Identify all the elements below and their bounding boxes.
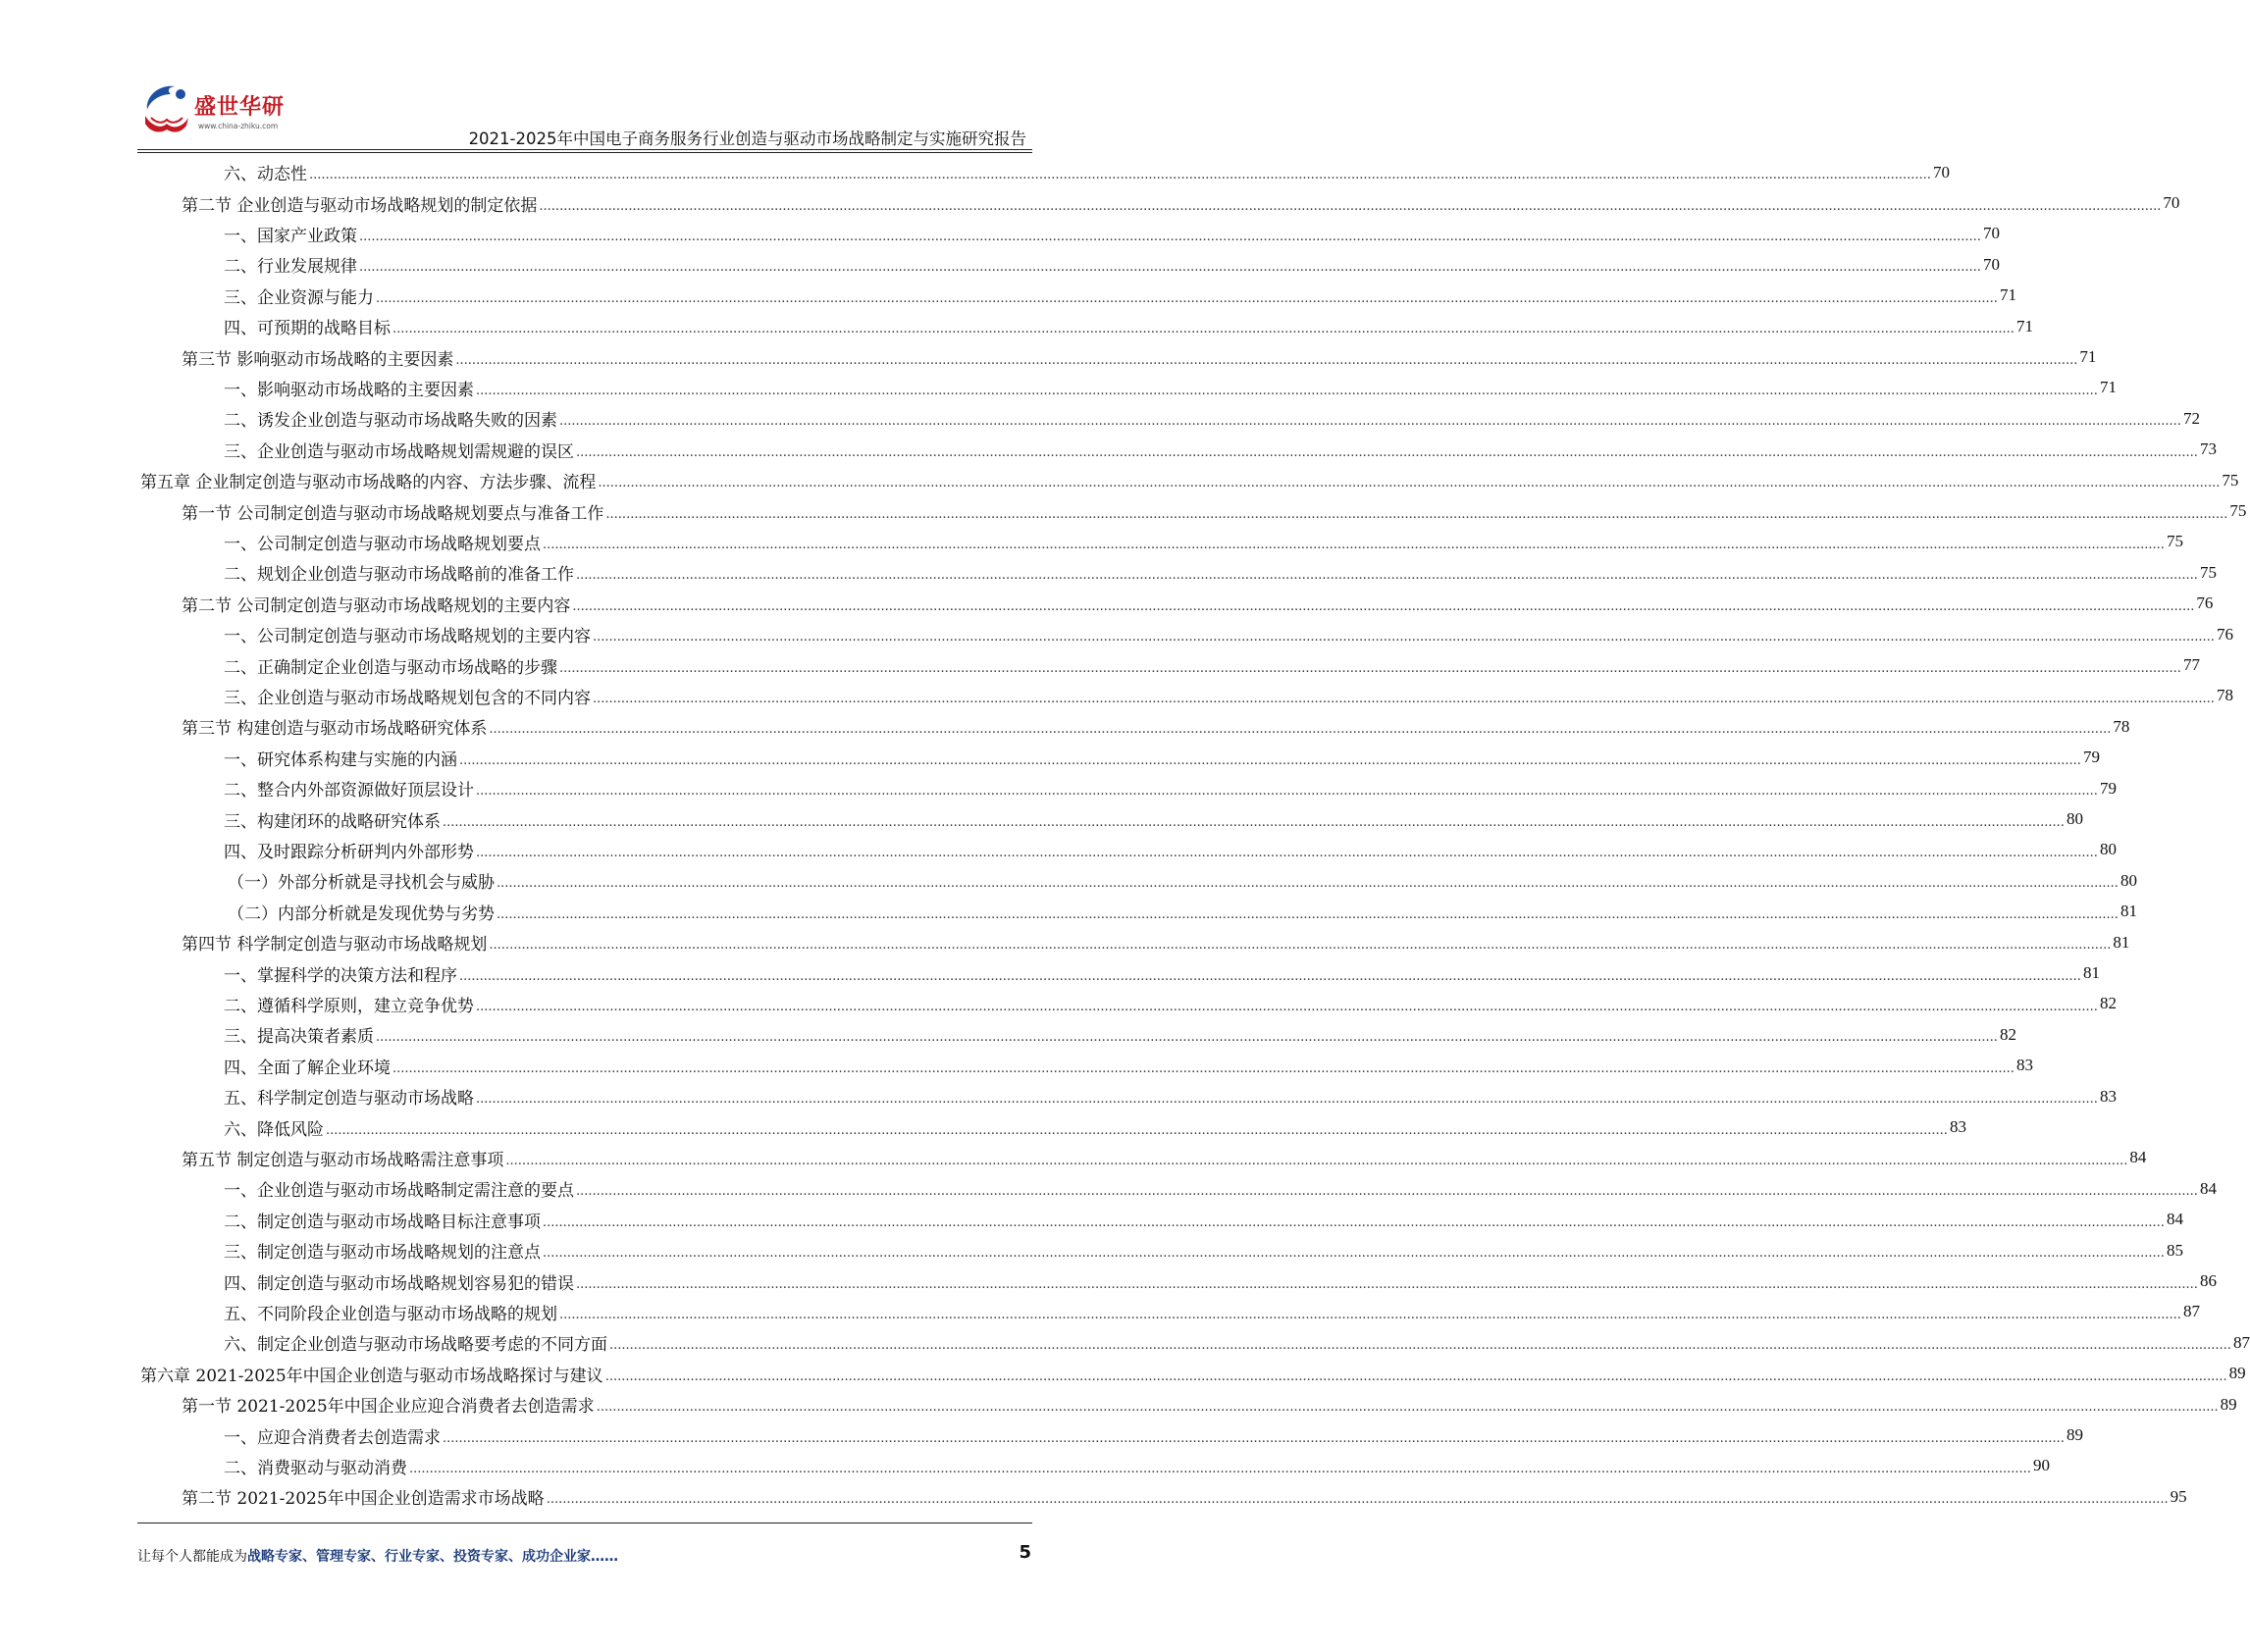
toc-entry[interactable] [224,1111,1966,1142]
toc-leader-dots: ................................................................................................................................................................................................................................................................................................................................................................................................................ [392,1060,2015,1076]
toc-entry[interactable] [224,649,2200,680]
toc-entry[interactable] [224,773,2117,803]
toc-entry[interactable] [182,187,2180,218]
toc-leader-dots: ................................................................................................................................................................................................................................................................................................................................................................................................................ [476,999,2098,1014]
toc-entry-title: 二、整合内外部资源做好顶层设计 [224,781,474,801]
toc-leader-dots: ................................................................................................................................................................................................................................................................................................................................................................................................................ [497,906,2119,922]
toc-entry-page: 84 [2129,1148,2147,1167]
toc-entry[interactable] [182,495,2247,526]
toc-entry[interactable] [228,897,2137,927]
toc-leader-dots: ................................................................................................................................................................................................................................................................................................................................................................................................................ [476,383,2098,398]
toc-entry-page: 89 [2220,1394,2237,1414]
toc-entry-page: 80 [2119,870,2137,890]
toc-entry[interactable] [224,803,2083,834]
toc-entry-page: 89 [2066,1425,2083,1445]
toc-entry-page: 86 [2199,1271,2217,1291]
toc-entry[interactable] [224,1205,2183,1235]
toc-entry-page: 95 [2170,1486,2187,1506]
toc-entry[interactable] [182,927,2130,957]
toc-entry-page: 85 [2166,1240,2183,1260]
toc-entry[interactable] [182,341,2097,372]
toc-entry-page: 75 [2166,532,2183,551]
toc-entry-title: 二、规划企业创造与驱动市场战略前的准备工作 [224,565,574,586]
toc-entry-page: 70 [1982,224,2000,243]
toc-entry-title: 二、诱发企业创造与驱动市场战略失败的因素 [224,411,557,432]
toc-entry-title: 一、研究体系构建与实施的内涵 [224,749,457,770]
toc-entry[interactable] [182,1481,2187,1512]
toc-entry-page: 83 [2015,1056,2033,1075]
toc-leader-dots: ................................................................................................................................................................................................................................................................................................................................................................................................................ [543,1214,2165,1230]
toc-entry-page: 78 [2216,686,2233,705]
toc-leader-dots: ................................................................................................................................................................................................................................................................................................................................................................................................................ [497,876,2119,892]
toc-leader-dots: ................................................................................................................................................................................................................................................................................................................................................................................................................ [576,1184,2198,1200]
toc-entry[interactable] [224,835,2117,865]
toc-entry-page: 71 [2079,347,2097,367]
toc-entry[interactable] [224,1051,2033,1081]
slogan-prefix: 让每个人都能成为 [137,1549,247,1565]
toc-entry-title: 四、及时跟踪分析研判内外部形势 [224,842,474,862]
page-number: 5 [1019,1542,1031,1563]
toc-leader-dots: ................................................................................................................................................................................................................................................................................................................................................................................................................ [459,968,2081,984]
toc-leader-dots: ................................................................................................................................................................................................................................................................................................................................................................................................................ [605,506,2228,522]
toc-entry-title: 四、全面了解企业环境 [224,1058,391,1078]
toc-entry-page: 80 [2099,840,2117,859]
toc-leader-dots: ................................................................................................................................................................................................................................................................................................................................................................................................................ [476,845,2098,860]
toc-entry-title: 第五章 企业制定创造与驱动市场战略的内容、方法步骤、流程 [140,473,597,493]
toc-leader-dots: ................................................................................................................................................................................................................................................................................................................................................................................................................ [409,1461,2031,1476]
header-divider [137,149,1032,150]
toc-entry-title: 五、不同阶段企业创造与驱动市场战略的规划 [224,1304,557,1324]
toc-entry-title: 一、掌握科学的决策方法和程序 [224,965,457,986]
toc-entry[interactable] [224,435,2217,465]
toc-entry[interactable] [182,589,2214,619]
toc-entry-page: 84 [2166,1210,2183,1229]
toc-entry-title: 一、企业创造与驱动市场战略制定需注意的要点 [224,1181,574,1202]
toc-leader-dots: ................................................................................................................................................................................................................................................................................................................................................................................................................ [576,1276,2198,1292]
toc-leader-dots: ................................................................................................................................................................................................................................................................................................................................................................................................................ [593,691,2215,706]
toc-entry-title: 二、制定创造与驱动市场战略目标注意事项 [224,1212,541,1232]
toc-entry-page: 81 [2082,963,2100,983]
toc-entry[interactable] [224,1019,2016,1050]
toc-entry-title: 二、消费驱动与驱动消费 [224,1458,407,1478]
toc-leader-dots: ................................................................................................................................................................................................................................................................................................................................................................................................................ [559,414,2181,430]
toc-leader-dots: ................................................................................................................................................................................................................................................................................................................................................................................................................ [559,660,2181,676]
toc-entry-page: 77 [2182,655,2200,675]
toc-leader-dots: ................................................................................................................................................................................................................................................................................................................................................................................................................ [543,1246,2165,1262]
toc-entry-page: 87 [2232,1332,2250,1352]
toc-entry-page: 79 [2082,748,2100,767]
toc-entry[interactable] [224,743,2100,773]
toc-entry-title: 第一节 公司制定创造与驱动市场战略规划要点与准备工作 [182,503,604,524]
toc-entry-page: 78 [2113,716,2130,736]
toc-entry-title: 第二节 企业创造与驱动市场战略规划的制定依据 [182,195,538,216]
logo-emblem-icon [137,80,196,139]
toc-leader-dots: ................................................................................................................................................................................................................................................................................................................................................................................................................ [576,568,2198,584]
toc-entry[interactable] [182,711,2130,742]
toc-entry-page: 83 [2099,1086,2117,1106]
toc-entry-title: 一、应迎合消费者去创造需求 [224,1427,441,1448]
toc-entry[interactable] [224,989,2117,1019]
toc-entry-title: 四、可预期的战略目标 [224,319,391,339]
toc-entry[interactable] [224,1297,2200,1327]
toc-entry[interactable] [182,1143,2147,1173]
toc-entry[interactable] [224,681,2233,711]
toc-entry-title: 第一节 2021-2025年中国企业应迎合消费者去创造需求 [182,1397,595,1418]
toc-leader-dots: ................................................................................................................................................................................................................................................................................................................................................................................................................ [598,476,2221,491]
toc-entry-title: 一、公司制定创造与驱动市场战略规划要点 [224,534,541,554]
toc-leader-dots: ................................................................................................................................................................................................................................................................................................................................................................................................................ [376,290,1998,306]
logo-text: 盛世华研 [194,95,286,120]
toc-leader-dots: ................................................................................................................................................................................................................................................................................................................................................................................................................ [376,1030,1998,1046]
toc-entry-page: 80 [2066,809,2083,829]
toc-entry[interactable] [224,1081,2117,1111]
toc-entry-page: 76 [2216,624,2233,644]
toc-entry-page: 70 [1982,254,2000,274]
toc-entry[interactable] [224,527,2183,557]
footer-slogan [137,1546,618,1566]
toc-leader-dots: ................................................................................................................................................................................................................................................................................................................................................................................................................ [559,1307,2181,1322]
toc-entry-page: 70 [1932,162,1950,181]
toc-entry-page: 71 [1999,285,2016,305]
toc-leader-dots: ................................................................................................................................................................................................................................................................................................................................................................................................................ [489,938,2112,954]
toc-leader-dots: ................................................................................................................................................................................................................................................................................................................................................................................................................ [539,198,2162,214]
toc-entry[interactable] [224,1451,2050,1481]
company-logo [137,80,334,149]
toc-leader-dots: ................................................................................................................................................................................................................................................................................................................................................................................................................ [476,1092,2098,1108]
toc-entry[interactable] [224,1420,2083,1450]
toc-entry[interactable] [224,1173,2217,1204]
toc-entry[interactable] [140,1359,2246,1389]
header-divider-thin [137,152,1032,153]
toc-entry-title: 第四节 科学制定创造与驱动市场战略规划 [182,935,488,955]
toc-entry-page: 73 [2199,439,2217,459]
toc-entry[interactable] [224,157,1950,187]
toc-entry[interactable] [224,281,2016,311]
toc-leader-dots: ................................................................................................................................................................................................................................................................................................................................................................................................................ [576,444,2198,460]
toc-leader-dots: ................................................................................................................................................................................................................................................................................................................................................................................................................ [326,1122,1948,1138]
toc-entry-page: 82 [1999,1024,2016,1044]
toc-leader-dots: ................................................................................................................................................................................................................................................................................................................................................................................................................ [572,598,2195,614]
toc-entry-title: 四、制定创造与驱动市场战略规划容易犯的错误 [224,1273,574,1294]
toc-leader-dots: ................................................................................................................................................................................................................................................................................................................................................................................................................ [609,1338,2231,1354]
toc-entry-title: 六、动态性 [224,165,307,185]
toc-entry-title: 三、企业创造与驱动市场战略规划需规避的误区 [224,441,574,462]
toc-entry[interactable] [224,1265,2217,1296]
toc-entry-title: 三、构建闭环的战略研究体系 [224,811,441,832]
toc-entry-title: 一、公司制定创造与驱动市场战略规划的主要内容 [224,627,591,647]
toc-leader-dots: ................................................................................................................................................................................................................................................................................................................................................................................................................ [476,784,2098,800]
toc-entry-page: 75 [2229,501,2247,521]
toc-entry[interactable] [182,1389,2237,1420]
toc-leader-dots: ................................................................................................................................................................................................................................................................................................................................................................................................................ [443,814,2065,830]
toc-entry-page: 81 [2113,932,2130,952]
toc-leader-dots: ................................................................................................................................................................................................................................................................................................................................................................................................................ [604,1368,2227,1384]
toc-entry-title: 第五节 制定创造与驱动市场战略需注意事项 [182,1150,504,1170]
toc-entry[interactable] [224,557,2217,588]
toc-entry-page: 83 [1949,1117,1966,1137]
toc-entry-page: 71 [2099,378,2117,397]
toc-entry-page: 76 [2196,594,2214,613]
toc-entry[interactable] [224,403,2200,434]
toc-entry-title: 第三节 影响驱动市场战略的主要因素 [182,349,454,370]
toc-leader-dots: ................................................................................................................................................................................................................................................................................................................................................................................................................ [359,260,1981,276]
toc-entry-title: （二）内部分析就是发现优势与劣势 [228,903,495,924]
toc-leader-dots: ................................................................................................................................................................................................................................................................................................................................................................................................................ [505,1153,2128,1168]
toc-entry[interactable] [224,249,2000,280]
toc-entry-title: 五、科学制定创造与驱动市场战略 [224,1089,474,1110]
toc-entry-title: （一）外部分析就是寻找机会与威胁 [228,873,495,894]
toc-entry-page: 71 [2015,316,2033,336]
toc-leader-dots: ................................................................................................................................................................................................................................................................................................................................................................................................................ [543,537,2165,552]
toc-entry[interactable] [224,619,2233,649]
toc-entry-page: 82 [2099,994,2117,1013]
toc-entry-page: 72 [2182,408,2200,428]
toc-entry-title: 三、企业资源与能力 [224,287,374,308]
logo-url: www.china-zhiku.com [198,122,279,130]
toc-entry-title: 三、制定创造与驱动市场战略规划的注意点 [224,1243,541,1264]
toc-entry-title: 六、降低风险 [224,1119,324,1140]
toc-leader-dots: ................................................................................................................................................................................................................................................................................................................................................................................................................ [459,752,2081,768]
toc-entry-title: 六、制定企业创造与驱动市场战略要考虑的不同方面 [224,1335,607,1356]
toc-leader-dots: ................................................................................................................................................................................................................................................................................................................................................................................................................ [392,322,2015,337]
toc-entry[interactable] [224,957,2100,988]
toc-entry-title: 一、影响驱动市场战略的主要因素 [224,380,474,400]
toc-entry-title: 三、提高决策者素质 [224,1027,374,1048]
page-header [0,0,1169,157]
toc-entry-title: 二、遵循科学原则，建立竞争优势 [224,996,474,1016]
toc-entry[interactable] [140,465,2239,495]
toc-entry[interactable] [224,311,2033,341]
toc-entry-title: 一、国家产业政策 [224,226,357,246]
toc-entry-title: 第二节 公司制定创造与驱动市场战略规划的主要内容 [182,595,571,616]
slogan-emphasis: 战略专家、管理专家、行业专家、投资专家、成功企业家…… [247,1549,618,1565]
toc-leader-dots: ................................................................................................................................................................................................................................................................................................................................................................................................................ [489,722,2112,738]
toc-leader-dots: ................................................................................................................................................................................................................................................................................................................................................................................................................ [443,1430,2065,1446]
toc-entry-page: 75 [2222,470,2239,490]
toc-entry[interactable] [224,219,2000,249]
toc-entry[interactable] [228,865,2137,896]
toc-leader-dots: ................................................................................................................................................................................................................................................................................................................................................................................................................ [596,1400,2219,1416]
toc-entry-title: 第三节 构建创造与驱动市场战略研究体系 [182,719,488,740]
toc-entry-page: 70 [2163,193,2180,213]
toc-entry-page: 79 [2099,778,2117,798]
toc-entry[interactable] [224,1235,2183,1265]
toc-entry-page: 90 [2032,1456,2050,1475]
toc-entry-title: 二、正确制定企业创造与驱动市场战略的步骤 [224,657,557,678]
toc-leader-dots: ................................................................................................................................................................................................................................................................................................................................................................................................................ [359,229,1981,244]
toc-leader-dots: ................................................................................................................................................................................................................................................................................................................................................................................................................ [593,630,2215,645]
toc-entry-page: 89 [2228,1364,2246,1383]
toc-entry[interactable] [224,1327,2250,1358]
toc-entry-title: 二、行业发展规律 [224,257,357,278]
toc-entry-page: 81 [2119,902,2137,921]
toc-entry-title: 第六章 2021-2025年中国企业创造与驱动市场战略探讨与建议 [140,1366,603,1386]
toc-entry-page: 87 [2182,1302,2200,1321]
toc-entry-page: 75 [2199,562,2217,582]
toc-entry[interactable] [224,373,2117,403]
toc-entry-page: 84 [2199,1178,2217,1198]
toc-leader-dots: ................................................................................................................................................................................................................................................................................................................................................................................................................ [309,168,1931,183]
toc-entry-title: 三、企业创造与驱动市场战略规划包含的不同内容 [224,688,591,708]
toc-leader-dots: ................................................................................................................................................................................................................................................................................................................................................................................................................ [546,1492,2169,1508]
toc-entry-title: 第二节 2021-2025年中国企业创造需求市场战略 [182,1489,545,1510]
toc-leader-dots: ................................................................................................................................................................................................................................................................................................................................................................................................................ [455,352,2078,368]
report-title: 2021-2025年中国电子商务服务行业创造与驱动市场战略制定与实施研究报告 [468,129,1026,148]
